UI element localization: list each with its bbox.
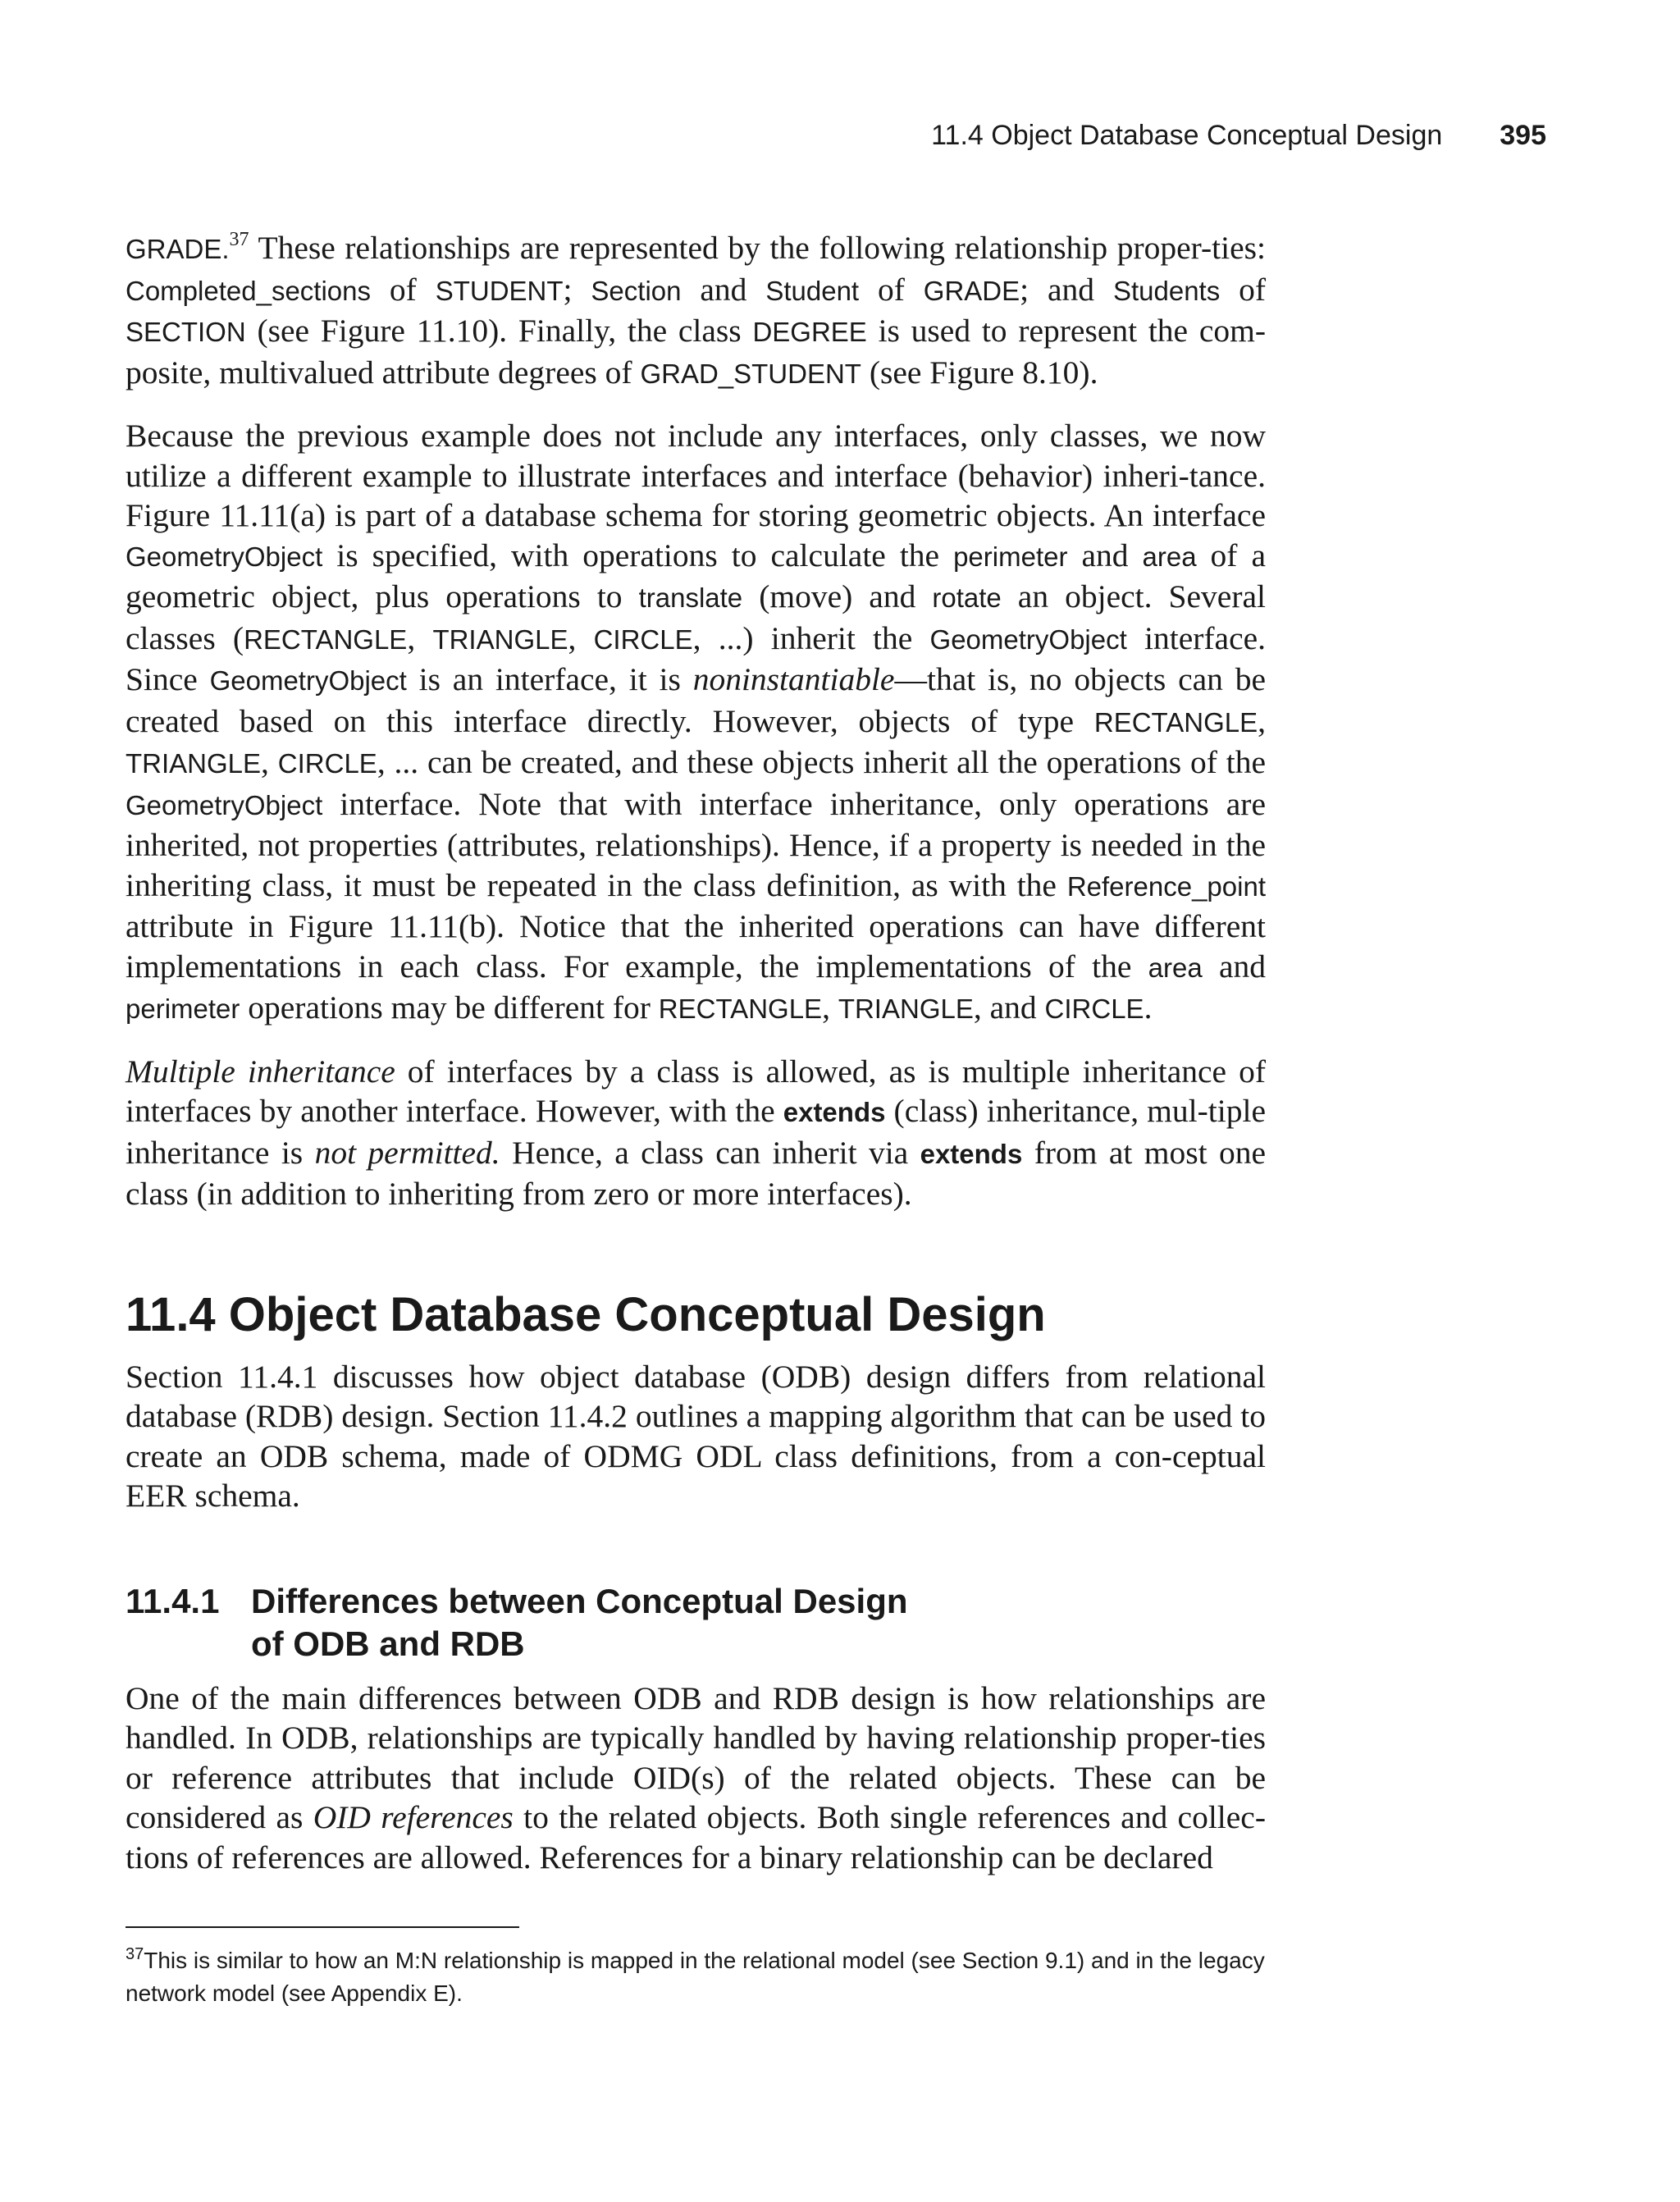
text-run: (class) inheritance, mul-tiple inheritance is — [126, 1093, 1266, 1171]
text-run: . — [1144, 989, 1153, 1026]
code-term: STUDENT — [435, 275, 564, 306]
footnote — [126, 1944, 1266, 2010]
text-run: Hence, a class can inherit via — [500, 1134, 920, 1171]
text-run: is specified, with operations to calculate the — [322, 537, 954, 573]
code-term: translate — [638, 582, 743, 613]
text-run: —that is, no objects can be created based on this interface directly. However, objects of type — [126, 661, 1266, 739]
text-run: , and — [973, 989, 1045, 1026]
code-term: DEGREE — [752, 317, 867, 347]
code-term: RECTANGLE — [1093, 706, 1258, 738]
code-term: Reference_point — [1066, 870, 1266, 902]
subsection-title-line: Differences between Conceptual Design — [251, 1581, 908, 1620]
text-run: Because the previous example does not include any interfaces, only classes, we now utilize a different example to illustrate interfaces and interface (behavior) inheri-tance. Figure 11.11(a) is part of a database schema for storing geometric objects. An interface — [126, 418, 1266, 533]
running-head-title: 11.4 Object Database Conceptual Design — [931, 120, 1443, 151]
code-term: CIRCLE — [277, 748, 377, 779]
code-term: GeometryObject — [126, 789, 323, 820]
paragraph-interfaces — [126, 416, 1266, 1030]
text-run: and — [681, 271, 766, 308]
paragraph-multiple-inheritance — [126, 1052, 1266, 1214]
text-run: from at most one class (in addition to inheriting from zero or more interfaces). — [126, 1134, 1266, 1212]
code-term: RECTANGLE — [658, 994, 823, 1024]
text-run: , ...) inherit the — [692, 619, 930, 656]
code-term: perimeter — [953, 541, 1068, 572]
text-run: is an interface, it is — [406, 661, 693, 697]
code-term: TRIANGLE — [432, 624, 568, 655]
code-term: GeometryObject — [126, 541, 323, 572]
text-run: , ... can be created, and these objects inherit all the operations of the — [377, 744, 1266, 780]
code-term: perimeter — [126, 994, 240, 1024]
code-term: area — [1142, 541, 1197, 572]
paragraph-grade-relationships — [126, 228, 1266, 394]
text-run: , — [1258, 702, 1266, 739]
text-run: , — [822, 989, 838, 1026]
text-run: and — [1202, 948, 1266, 985]
emphasis: not permitted. — [314, 1134, 500, 1171]
text-run: of a geometric object, plus operations to — [126, 537, 1266, 614]
text-run: (move) and — [742, 578, 933, 614]
code-term: rotate — [932, 582, 1002, 613]
code-term: GRAD_STUDENT — [640, 358, 861, 389]
text-run: One of the main differences between ODB and RDB design is how relationships are handled. In ODB, relationships are typically handled by having relationship proper-ties or reference attributes that include OID(s) of the related objects. These can be considered as — [126, 1679, 1266, 1835]
text-run: of — [859, 271, 924, 308]
text-run: of interfaces by a class is allowed, as is multiple inheritance of interfaces by another interface. However, with the — [126, 1053, 1266, 1129]
text-run: , — [407, 619, 433, 656]
text-run: an object. Several classes ( — [126, 578, 1266, 656]
paragraph-odb-rdb-differences — [126, 1679, 1266, 1878]
text-run: attribute in Figure 11.11(b). Notice that the inherited operations can have different implementations in each class. For example, the implementations of the — [126, 908, 1266, 985]
text-run: , — [568, 619, 594, 656]
code-term: Section — [591, 275, 682, 306]
code-term: SECTION — [126, 317, 246, 347]
code-term: CIRCLE — [593, 624, 693, 655]
footnote-reference[interactable]: 37 — [229, 229, 249, 250]
text-run: of — [371, 271, 436, 308]
footnote-divider — [126, 1926, 519, 1928]
code-term: RECTANGLE — [244, 624, 408, 655]
text-run: ; — [563, 271, 591, 308]
subsection-number: 11.4.1 — [126, 1581, 220, 1620]
body-text — [126, 228, 1266, 1899]
footnote-text: This is similar to how an M:N relationship is mapped in the relational model (see Section 9.1) and in the legacy network model (see Appendix E). — [126, 1948, 1265, 2006]
section-heading: 11.4 Object Database Conceptual Design — [126, 1287, 1046, 1341]
subsection-title — [251, 1580, 908, 1665]
text-run: These relationships are represented by the following relationship proper-ties: — [249, 230, 1266, 266]
text-run: (see Figure 11.10). Finally, the class — [245, 313, 753, 349]
code-term: TRIANGLE — [126, 748, 262, 779]
page-number: 395 — [1500, 120, 1546, 151]
emphasis: OID references — [313, 1799, 514, 1835]
keyword: extends — [783, 1097, 886, 1127]
text-run: to the related objects. Both single references and collec-tions of references are allowed. References for a binary relationship can be declared — [126, 1799, 1266, 1875]
code-term: TRIANGLE — [838, 994, 974, 1024]
keyword: extends — [920, 1138, 1023, 1169]
code-term: Completed_sections — [126, 275, 371, 306]
emphasis: Multiple inheritance — [126, 1053, 395, 1090]
footnote-marker: 37 — [126, 1945, 144, 1963]
subsection-title-line: of ODB and RDB — [251, 1624, 525, 1663]
code-term: GRADE. — [126, 234, 230, 264]
code-term: GeometryObject — [209, 665, 407, 696]
paragraph-section-overview — [126, 1357, 1266, 1516]
code-term: Students — [1112, 275, 1221, 306]
text-run: (see Figure 8.10). — [861, 354, 1098, 391]
code-term: area — [1148, 952, 1203, 983]
code-term: Student — [765, 275, 860, 306]
code-term: GRADE — [923, 275, 1020, 306]
subsection-heading — [126, 1580, 1266, 1665]
text-run: interface. Note that with interface inheritance, only operations are inherited, not properties (attributes, relationships). Hence, if a property is needed in the inheriting class, it must be repeated in the class definition, as with the — [126, 785, 1266, 903]
text-run: operations may be different for — [240, 989, 659, 1026]
text-run: of — [1220, 271, 1267, 308]
text-run: Section 11.4.1 discusses how object database (ODB) design differs from relational database (RDB) design. Section 11.4.2 outlines a mapping algorithm that can be used to create an ODB schema, made of ODMG ODL class definitions, from a con-ceptual EER schema. — [126, 1358, 1266, 1514]
code-term: GeometryObject — [929, 624, 1127, 655]
emphasis: noninstantiable — [692, 661, 895, 697]
text-run: interface. Since — [126, 619, 1267, 697]
code-term: CIRCLE — [1044, 994, 1144, 1024]
text-run: ; and — [1020, 271, 1113, 308]
text-run: is used to represent the com-posite, multivalued attribute degrees of — [126, 313, 1267, 391]
running-head — [931, 120, 1546, 152]
text-run: , — [261, 744, 278, 780]
text-run: and — [1067, 537, 1143, 573]
